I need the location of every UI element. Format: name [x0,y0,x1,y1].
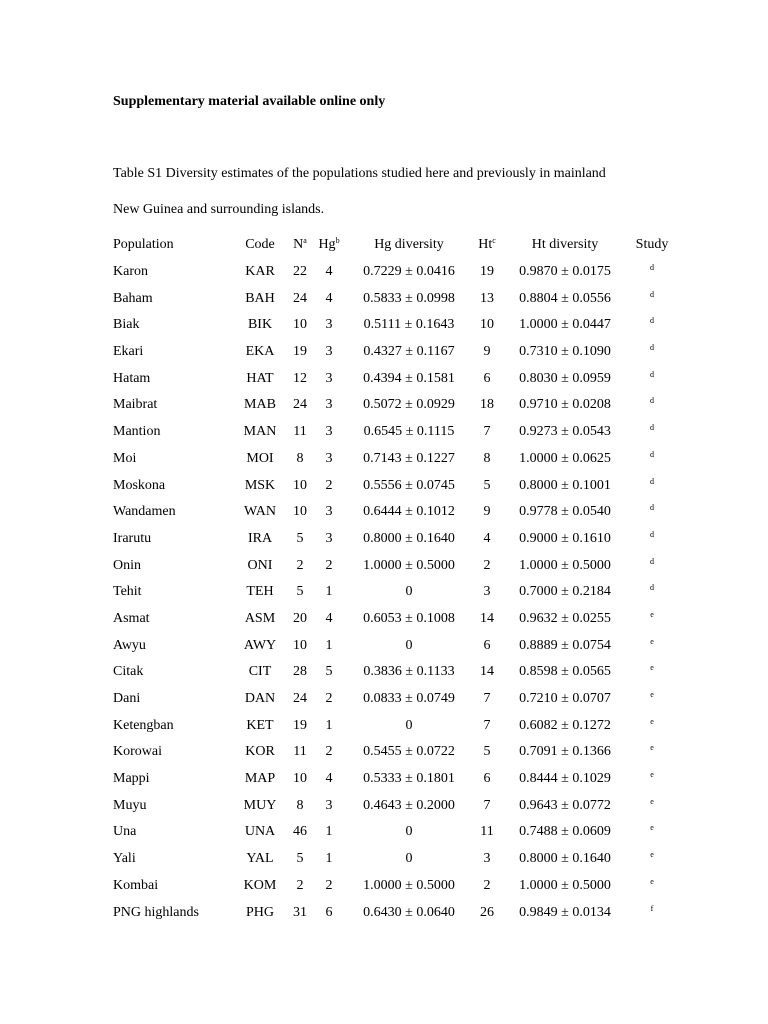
cell-ht-diversity: 1.0000 ± 0.0625 [519,450,611,466]
cell-ht-diversity: 0.8000 ± 0.1640 [519,851,611,867]
cell-n: 24 [293,691,307,707]
header-code: Code [245,237,275,253]
table-row [106,686,673,713]
table-row [106,819,673,846]
cell-ht: 8 [483,450,491,466]
header-hg-footnote: b [335,236,340,246]
cell-hg: 1 [325,637,333,653]
study-footnote-ref: e [650,743,654,753]
cell-ht: 10 [480,317,494,333]
cell-hg: 3 [325,344,333,360]
table-row [106,873,673,900]
cell-code: MSK [244,477,276,493]
cell-code: IRA [247,530,273,546]
cell-ht-diversity: 0.9849 ± 0.0134 [519,904,611,920]
cell-code: HAT [246,370,274,386]
cell-code: WAN [244,504,276,520]
cell-hg: 6 [325,904,333,920]
cell-population: Maibrat [113,397,158,413]
study-footnote-ref: d [650,369,654,379]
study-footnote-ref: d [650,423,654,433]
cell-population: Biak [113,317,140,333]
table-row [106,712,673,739]
header-ht-label: Ht [478,237,493,253]
cell-code: MAN [243,424,277,440]
study-footnote-ref: e [650,850,654,860]
cell-hg-diversity: 0 [405,851,413,867]
cell-ht-diversity: 0.7000 ± 0.2184 [519,584,611,600]
cell-n: 10 [293,771,307,787]
cell-hg: 3 [325,504,333,520]
cell-hg: 3 [325,317,333,333]
study-footnote-ref: d [650,529,654,539]
cell-n: 46 [293,824,307,840]
cell-n: 11 [293,424,307,440]
header-study: Study [635,237,669,253]
cell-n: 8 [296,797,304,813]
table-caption-line-1: Table S1 Diversity estimates of the populations studied here and previously in mainland [113,166,606,181]
cell-ht: 5 [483,477,491,493]
table-row [106,472,673,499]
cell-ht: 13 [480,290,494,306]
cell-study [631,365,673,392]
study-footnote-ref: d [650,396,654,406]
cell-n: 31 [293,904,307,920]
cell-ht: 14 [480,610,494,626]
supplementary-heading: Supplementary material available online only [113,94,386,109]
cell-hg: 3 [325,797,333,813]
cell-ht-diversity: 0.7091 ± 0.1366 [519,744,611,760]
cell-study [631,339,673,366]
cell-population: Kombai [113,877,159,893]
diversity-table [106,232,673,926]
cell-ht-diversity: 0.9710 ± 0.0208 [519,397,611,413]
cell-ht-diversity: 0.9643 ± 0.0772 [519,797,611,813]
cell-n: 24 [293,397,307,413]
cell-study [631,526,673,553]
cell-code: UNA [244,824,276,840]
cell-population: Ketengban [113,717,174,733]
study-footnote-ref: e [650,690,654,700]
cell-ht-diversity: 0.9000 ± 0.1610 [519,530,611,546]
cell-study [631,419,673,446]
header-n [285,232,315,259]
cell-hg-diversity: 0 [405,824,413,840]
cell-population: Karon [113,264,148,280]
cell-population: Muyu [113,797,147,813]
cell-hg-diversity: 1.0000 ± 0.5000 [363,877,455,893]
cell-ht: 3 [483,851,491,867]
cell-n: 10 [293,477,307,493]
cell-hg-diversity: 0.5556 ± 0.0745 [363,477,455,493]
cell-study [631,552,673,579]
cell-hg: 3 [325,450,333,466]
cell-hg: 2 [325,744,333,760]
table-row [106,285,673,312]
cell-population: Onin [113,557,141,573]
cell-n: 11 [293,744,307,760]
cell-study [631,899,673,926]
cell-hg-diversity: 0.4394 ± 0.1581 [363,370,455,386]
table-row [106,526,673,553]
cell-n: 12 [293,370,307,386]
cell-study [631,792,673,819]
cell-ht: 2 [483,557,491,573]
cell-ht: 7 [483,691,491,707]
study-footnote-ref: e [650,716,654,726]
cell-n: 5 [296,584,304,600]
cell-ht-diversity: 0.8000 ± 0.1001 [519,477,611,493]
cell-hg-diversity: 0.6053 ± 0.1008 [363,610,455,626]
table-caption-line-2: New Guinea and surrounding islands. [113,202,325,217]
table-row [106,659,673,686]
table-row [106,419,673,446]
cell-ht: 6 [483,771,491,787]
cell-code: EKA [245,344,275,360]
cell-population: Awyu [113,637,146,653]
cell-ht-diversity: 0.7310 ± 0.1090 [519,344,611,360]
table-row [106,552,673,579]
table-row [106,365,673,392]
cell-ht-diversity: 0.6082 ± 0.1272 [519,717,611,733]
cell-hg-diversity: 0 [405,717,413,733]
study-footnote-ref: d [650,503,654,513]
cell-study [631,312,673,339]
cell-study [631,659,673,686]
cell-code: KAR [245,264,275,280]
cell-ht-diversity: 0.9632 ± 0.0255 [519,610,611,626]
cell-ht: 4 [483,530,491,546]
cell-code: BIK [247,317,273,333]
cell-hg-diversity: 0.6430 ± 0.0640 [363,904,455,920]
cell-hg-diversity: 0.5111 ± 0.1643 [363,317,455,333]
cell-study [631,579,673,606]
cell-hg: 2 [325,557,333,573]
study-footnote-ref: d [650,316,654,326]
cell-hg-diversity: 0 [405,584,413,600]
cell-ht-diversity: 1.0000 ± 0.0447 [519,317,611,333]
cell-ht: 7 [483,424,491,440]
cell-population: Korowai [113,744,162,760]
cell-population: Dani [113,691,141,707]
cell-code: KET [246,717,274,733]
cell-n: 19 [293,344,307,360]
study-footnote-ref: e [650,636,654,646]
cell-n: 10 [293,504,307,520]
cell-hg: 4 [325,290,333,306]
table-row [106,792,673,819]
cell-code: MOI [246,450,274,466]
cell-study [631,846,673,873]
study-footnote-ref: e [650,796,654,806]
cell-hg: 2 [325,877,333,893]
cell-hg-diversity: 0.5455 ± 0.0722 [363,744,455,760]
cell-study [631,873,673,900]
cell-code: ONI [247,557,273,573]
cell-code: MUY [243,797,277,813]
cell-code: CIT [248,664,272,680]
header-ht-diversity: Ht diversity [531,237,599,253]
cell-hg: 3 [325,370,333,386]
cell-ht: 6 [483,637,491,653]
cell-study [631,686,673,713]
table-row [106,259,673,286]
header-hg-label: Hg [318,237,336,253]
study-footnote-ref: f [650,903,654,913]
table-header-row [106,232,673,259]
table-row [106,446,673,473]
cell-hg-diversity: 0.7229 ± 0.0416 [363,264,455,280]
header-hg [315,232,343,259]
cell-population: Irarutu [113,530,152,546]
cell-population: Hatam [113,370,151,386]
cell-ht-diversity: 0.8444 ± 0.1029 [519,771,611,787]
cell-n: 19 [293,717,307,733]
cell-study [631,766,673,793]
study-footnote-ref: e [650,876,654,886]
cell-ht: 11 [480,824,494,840]
cell-code: ASM [244,610,276,626]
cell-n: 20 [293,610,307,626]
cell-ht-diversity: 0.8889 ± 0.0754 [519,637,611,653]
cell-study [631,392,673,419]
cell-hg: 2 [325,691,333,707]
header-n-footnote: a [303,236,307,246]
study-footnote-ref: e [650,663,654,673]
cell-hg: 4 [325,610,333,626]
cell-ht-diversity: 0.8804 ± 0.0556 [519,290,611,306]
cell-ht: 6 [483,370,491,386]
cell-n: 28 [293,664,307,680]
cell-population: Una [113,824,137,840]
cell-ht-diversity: 0.7210 ± 0.0707 [519,691,611,707]
table-row [106,579,673,606]
cell-hg-diversity: 0.4643 ± 0.2000 [363,797,455,813]
cell-population: Citak [113,664,144,680]
cell-population: Ekari [113,344,144,360]
study-footnote-ref: e [650,823,654,833]
cell-ht-diversity: 1.0000 ± 0.5000 [519,557,611,573]
cell-population: PNG highlands [113,904,199,920]
table-row [106,499,673,526]
table-row [106,632,673,659]
cell-ht-diversity: 0.9870 ± 0.0175 [519,264,611,280]
table-row [106,339,673,366]
cell-ht: 5 [483,744,491,760]
cell-study [631,739,673,766]
cell-hg: 1 [325,851,333,867]
table-row [106,392,673,419]
cell-ht: 3 [483,584,491,600]
study-footnote-ref: e [650,770,654,780]
cell-hg-diversity: 0.4327 ± 0.1167 [363,344,455,360]
study-footnote-ref: d [650,449,654,459]
cell-code: MAP [244,771,276,787]
cell-population: Yali [113,851,136,867]
table-row [106,846,673,873]
header-hg-diversity: Hg diversity [374,237,444,253]
cell-hg: 1 [325,584,333,600]
cell-hg-diversity: 0.0833 ± 0.0749 [363,691,455,707]
cell-population: Baham [113,290,153,306]
cell-ht: 26 [480,904,494,920]
cell-ht-diversity: 0.9778 ± 0.0540 [519,504,611,520]
table-row [106,606,673,633]
cell-population: Mappi [113,771,150,787]
cell-hg-diversity: 0.5833 ± 0.0998 [363,290,455,306]
header-ht-footnote: c [492,236,496,246]
cell-population: Asmat [113,610,150,626]
cell-ht: 7 [483,717,491,733]
cell-hg: 3 [325,397,333,413]
study-footnote-ref: d [650,263,654,273]
cell-population: Moi [113,450,137,466]
study-footnote-ref: d [650,583,654,593]
cell-code: YAL [246,851,274,867]
cell-hg-diversity: 0.3836 ± 0.1133 [363,664,455,680]
table-row [106,312,673,339]
cell-hg: 1 [325,717,333,733]
cell-n: 5 [296,530,304,546]
cell-study [631,606,673,633]
cell-hg-diversity: 0.5072 ± 0.0929 [363,397,455,413]
cell-code: DAN [244,691,276,707]
study-footnote-ref: d [650,289,654,299]
cell-ht-diversity: 0.7488 ± 0.0609 [519,824,611,840]
cell-population: Mantion [113,424,161,440]
cell-hg-diversity: 0.8000 ± 0.1640 [363,530,455,546]
cell-population: Moskona [113,477,166,493]
cell-hg: 3 [325,424,333,440]
cell-ht: 19 [480,264,494,280]
study-footnote-ref: d [650,476,654,486]
cell-hg: 5 [325,664,333,680]
cell-study [631,819,673,846]
cell-study [631,446,673,473]
cell-code: BAH [245,290,275,306]
cell-hg-diversity: 1.0000 ± 0.5000 [363,557,455,573]
cell-n: 10 [293,317,307,333]
cell-hg-diversity: 0.5333 ± 0.1801 [363,771,455,787]
cell-hg: 4 [325,264,333,280]
cell-population: Tehit [113,584,142,600]
cell-n: 2 [296,877,304,893]
cell-population: Wandamen [113,504,176,520]
cell-hg-diversity: 0.6444 ± 0.1012 [363,504,455,520]
header-population: Population [113,237,174,253]
cell-n: 24 [293,290,307,306]
cell-hg-diversity: 0.7143 ± 0.1227 [363,450,455,466]
cell-n: 22 [293,264,307,280]
cell-code: KOM [243,877,277,893]
cell-ht: 7 [483,797,491,813]
cell-hg-diversity: 0.6545 ± 0.1115 [363,424,455,440]
cell-code: AWY [243,637,277,653]
cell-hg: 3 [325,530,333,546]
header-n-label: N [293,237,304,253]
cell-code: KOR [245,744,275,760]
cell-study [631,259,673,286]
cell-ht: 9 [483,344,491,360]
study-footnote-ref: d [650,343,654,353]
cell-ht: 14 [480,664,494,680]
cell-study [631,712,673,739]
cell-ht-diversity: 0.9273 ± 0.0543 [519,424,611,440]
cell-hg: 1 [325,824,333,840]
table-row [106,739,673,766]
cell-n: 2 [296,557,304,573]
study-footnote-ref: e [650,609,654,619]
cell-code: MAB [244,397,276,413]
cell-ht: 18 [480,397,494,413]
cell-code: TEH [246,584,274,600]
cell-ht-diversity: 0.8030 ± 0.0959 [519,370,611,386]
cell-study [631,499,673,526]
header-ht [475,232,499,259]
cell-study [631,632,673,659]
cell-ht-diversity: 1.0000 ± 0.5000 [519,877,611,893]
study-footnote-ref: d [650,556,654,566]
table-row [106,766,673,793]
cell-hg-diversity: 0 [405,637,413,653]
cell-ht-diversity: 0.8598 ± 0.0565 [519,664,611,680]
cell-hg: 2 [325,477,333,493]
cell-n: 5 [296,851,304,867]
cell-n: 8 [296,450,304,466]
table-body [106,259,673,926]
cell-study [631,472,673,499]
table-row [106,899,673,926]
cell-hg: 4 [325,771,333,787]
cell-code: PHG [245,904,274,920]
cell-ht: 2 [483,877,491,893]
cell-ht: 9 [483,504,491,520]
cell-study [631,285,673,312]
cell-n: 10 [293,637,307,653]
